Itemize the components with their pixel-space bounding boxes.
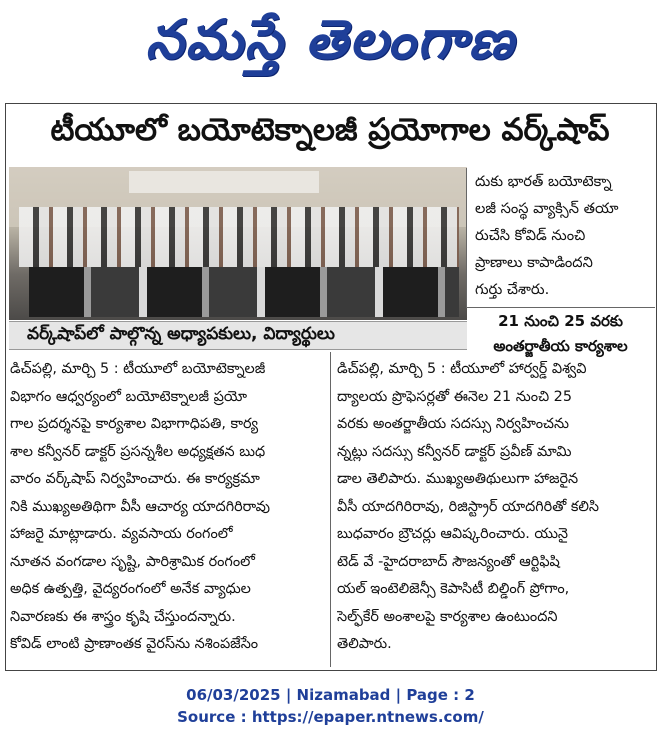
- text-line: బుధవారం బ్రౌచర్లు ఆవిష్కరించారు. యునై: [337, 526, 569, 542]
- text-line: అధిక ఉత్పత్తి, వైద్యరంగంలో అనేక వ్యాధుల: [10, 581, 251, 597]
- right-top-text: [475, 168, 651, 303]
- text-line: నూతన వంగడాల సృష్టి, పారిశ్రామిక రంగంలో: [10, 553, 255, 570]
- subheading: [466, 309, 655, 359]
- text-line: న్నట్లు సదస్సు కన్వీనర్ డాక్టర్ ప్రవీణ్ మామి: [337, 443, 572, 460]
- column-divider: [330, 352, 331, 667]
- text-line: దుకు భారత్ బయోటెక్నా: [475, 173, 612, 190]
- text-line: తెలిపారు.: [337, 636, 392, 652]
- text-line: సెల్ఫ్‌కేర్ అంశాలపై కార్యశాల ఉంటుందని: [337, 608, 558, 625]
- text-line: నివారణకు ఈ శాస్త్రం కృషి చేస్తుందన్నారు.: [10, 608, 236, 625]
- text-line: కోవిడ్ లాంటి ప్రాణాంతక వైరస్‌ను నశింపజేసేం: [10, 636, 259, 652]
- text-line: గాల ప్రదర్శనపై కార్యశాల విభాగాధిపతి, కార్య: [10, 416, 259, 432]
- text-line: డిచ్‌పల్లి, మార్చి 5 : టీయూలో హార్వర్డ్ విశ్వవి: [337, 361, 587, 377]
- text-line: యల్ ఇంటెలిజెన్సీ కెపాసిటీ బిల్డింగ్ ప్రోగాం,: [337, 581, 570, 597]
- text-line: హాజరై మాట్లాడారు. వ్యవసాయ రంగంలో: [10, 526, 233, 542]
- text-line: శాల కన్వీనర్ డాక్టర్ ప్రసన్నశీల అధ్యక్షతన బుధ: [10, 443, 266, 460]
- footer: [0, 684, 661, 728]
- text-line: డిచ్‌పల్లి, మార్చి 5 : టీయూలో బయోటెక్నాలజీ: [10, 361, 266, 377]
- masthead-title: నమస్తే తెలంగాణ: [145, 7, 516, 71]
- text-line: నికి ముఖ్యఅతిథిగా వీసీ ఆచార్య యాదగిరిరావు: [10, 498, 271, 515]
- article-photo: [9, 167, 467, 320]
- text-line: ప్రాణాలు కాపాడిందని: [475, 254, 593, 271]
- text-line: వీసీ యాదగిరిరావు, రిజిస్ట్రార్ యాదగిరితో కలిసి: [337, 498, 599, 515]
- subheading-line: అంతర్జాతీయ కార్యశాల: [493, 337, 628, 355]
- section-divider: [466, 307, 655, 308]
- subheading-line: 21 నుంచి 25 వరకు: [498, 312, 623, 330]
- text-line: ద్యాలయ ప్రొఫెసర్లతో ఈనెల 21 నుంచి 25: [337, 388, 572, 405]
- text-line: లజీ సంస్థ వ్యాక్సిన్ తయా: [475, 200, 619, 217]
- article-column-2: [337, 356, 653, 659]
- text-line: వరకు అంతర్జాతీయ సదస్సు నిర్వహించను: [337, 416, 570, 432]
- column-divider: [466, 168, 467, 308]
- source-link[interactable]: Source : https://epaper.ntnews.com/: [177, 708, 484, 726]
- text-line: గుర్తు చేశారు.: [475, 281, 550, 298]
- dateline: 06/03/2025 | Nizamabad | Page : 2: [186, 686, 475, 704]
- article-headline: టీయూలో బయోటెక్నాలజీ ప్రయోగాల వర్క్‌షాప్: [50, 111, 610, 148]
- text-line: వారం వర్క్‌షాప్ నిర్వహించారు. ఈ కార్యక్రమా: [10, 471, 260, 487]
- masthead: [0, 0, 661, 92]
- text-line: విభాగం ఆధ్వర్యంలో బయోటెక్నాలజీ ప్రయో: [10, 388, 247, 405]
- text-line: రుచేసి కోవిడ్ నుంచి: [475, 227, 586, 244]
- text-line: డాల తెలిపారు. ముఖ్యఅతిథులుగా హాజరైన: [337, 471, 579, 487]
- photo-caption: వర్క్‌షాప్‌లో పాల్గొన్న అధ్యాపకులు, విద్యార్థులు: [9, 321, 467, 350]
- article-column-1: [10, 356, 326, 659]
- text-line: టెడ్ వే -హైదరాబాద్ సౌజన్యంతో ఆర్టిఫిషి: [337, 553, 560, 570]
